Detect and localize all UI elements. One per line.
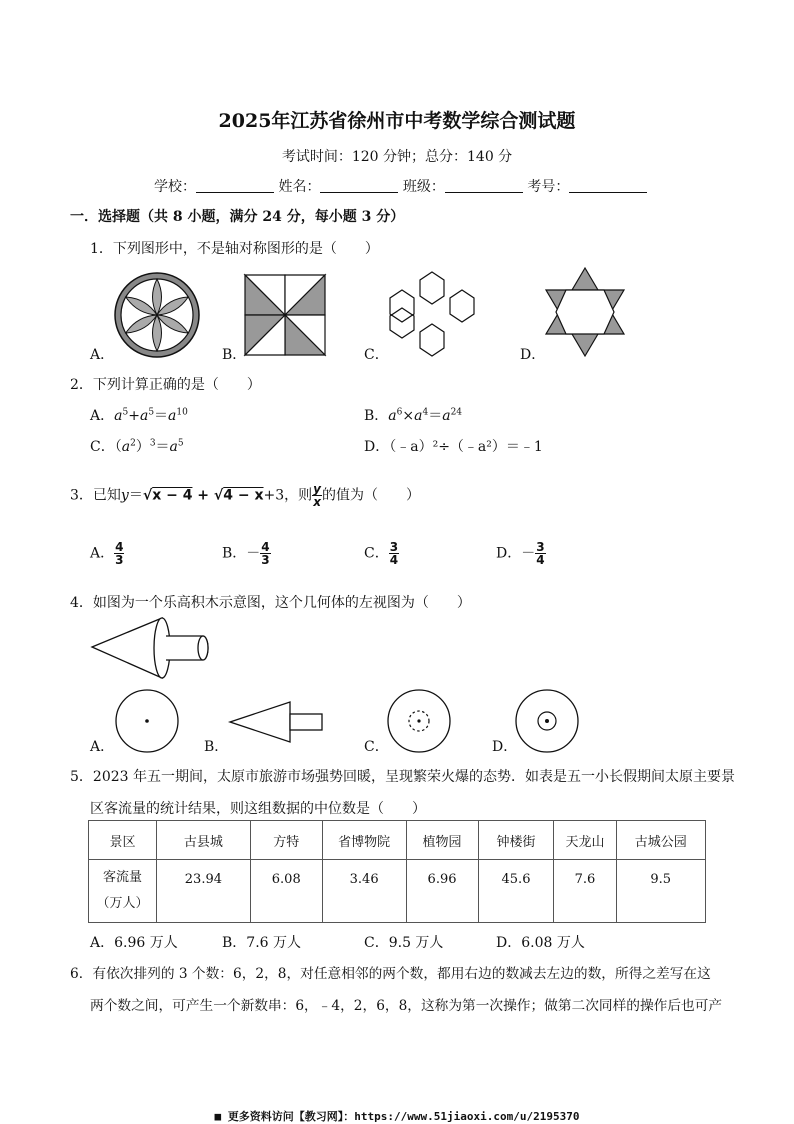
q1-figure-b: [242, 272, 328, 358]
q2-option-c[interactable]: C．$(a^2)^3=a^5$: [90, 438, 184, 455]
table-cell: 23.94: [157, 860, 251, 923]
table-cell: 植物园: [406, 821, 478, 860]
q1-option-c[interactable]: C．: [364, 347, 389, 363]
q4-figure-c: [386, 688, 452, 754]
name-label: 姓名：: [278, 179, 321, 195]
q3-option-d[interactable]: D．－ $\frac{3}{4}$: [496, 540, 545, 567]
q1-figure-a: [112, 270, 202, 360]
table-cell: 省博物院: [322, 821, 406, 860]
number-label: 考号：: [527, 179, 570, 195]
table-cell: 钟楼街: [478, 821, 554, 860]
q3-stem: 3．已知y＝√x − 4 + √4 − x+3，则 $\frac{y}{x}$ 的值为（ ）: [70, 482, 420, 509]
table-cell: 6.96: [406, 860, 478, 923]
q1-figure-c: [384, 268, 480, 360]
q3-option-c[interactable]: C． $\frac{3}{4}$: [364, 540, 399, 567]
name-blank[interactable]: [320, 178, 398, 193]
q5-stem-line1: 5．2023 年五一期间，太原市旅游市场强势回暖，呈现繁荣火爆的态势．如表是五一小长假期间太原主要景: [70, 769, 735, 785]
table-cell: 3.46: [322, 860, 406, 923]
table-cell: 古县城: [157, 821, 251, 860]
q4-option-a[interactable]: A．: [90, 739, 115, 755]
q4-figure-d: [514, 688, 580, 754]
q6-stem-line1: 6．有依次排列的 3 个数：6，2，8，对任意相邻的两个数，都用右边的数减去左边的数，所得之差写在这: [70, 966, 711, 982]
section-heading: 一．选择题（共 8 小题，满分 24 分，每小题 3 分）: [70, 209, 405, 225]
q4-option-d[interactable]: D．: [492, 739, 518, 755]
q2-option-b[interactable]: B．$a^6\times a^4=a^{24}$: [364, 407, 463, 424]
q4-stem: 4．如图为一个乐高积木示意图，这个几何体的左视图为（ ）: [70, 595, 471, 611]
q1-option-b[interactable]: B．: [222, 347, 247, 363]
school-label: 学校：: [154, 179, 196, 195]
table-cell: 景区: [89, 821, 157, 860]
q4-figure-b: [228, 700, 324, 744]
q2-option-a[interactable]: A．$a^5+a^5=a^{10}$: [90, 407, 188, 424]
q1-option-a[interactable]: A．: [90, 347, 115, 363]
table-cell: 9.5: [616, 860, 705, 923]
exam-subtitle: 考试时间：120 分钟；总分：140 分: [281, 149, 513, 165]
page-title: 2025年江苏省徐州市中考数学综合测试题: [218, 110, 576, 132]
table-cell: 7.6: [554, 860, 616, 923]
q4-option-c[interactable]: C．: [364, 739, 389, 755]
q4-lego-figure: [90, 614, 215, 684]
school-blank[interactable]: [196, 178, 274, 193]
table-header-row: [89, 821, 706, 860]
info-line: [154, 176, 647, 196]
q3-option-a[interactable]: A． $\frac{4}{3}$: [90, 540, 124, 567]
table-cell: 6.08: [250, 860, 322, 923]
q5-data-table: [88, 820, 706, 923]
number-blank[interactable]: [569, 178, 647, 193]
table-row: [89, 860, 706, 923]
q2-option-d[interactable]: D．（﹣a）²÷（﹣a²）＝﹣1: [364, 439, 543, 455]
q5-option-b[interactable]: B．7.6 万人: [222, 935, 302, 951]
q4-figure-a: [114, 688, 180, 754]
q4-option-b[interactable]: B．: [204, 739, 229, 755]
q2-stem: 2．下列计算正确的是（ ）: [70, 377, 261, 393]
q1-figure-d: [542, 266, 628, 358]
q5-stem-line2: 区客流量的统计结果，则这组数据的中位数是（ ）: [90, 801, 426, 817]
q1-option-d[interactable]: D．: [520, 347, 546, 363]
q5-option-a[interactable]: A．6.96 万人: [90, 935, 178, 951]
table-cell: 天龙山: [554, 821, 616, 860]
q6-stem-line2: 两个数之间，可产生一个新数串：6，﹣4，2，6，8，这称为第一次操作；做第二次同样的操作后也可产: [90, 998, 723, 1014]
q5-option-d[interactable]: D．6.08 万人: [496, 935, 585, 951]
table-cell: 方特: [250, 821, 322, 860]
table-cell: 古城公园: [616, 821, 705, 860]
class-blank[interactable]: [445, 178, 523, 193]
q1-stem: 1．下列图形中，不是轴对称图形的是（ ）: [90, 241, 379, 257]
class-label: 班级：: [402, 179, 445, 195]
footer-link[interactable]: ■ 更多资料访问【教习网】：https://www.51jiaoxi.com/u/2195370: [214, 1110, 580, 1123]
q5-option-c[interactable]: C．9.5 万人: [364, 935, 444, 951]
table-cell: 45.6: [478, 860, 554, 923]
q3-option-b[interactable]: B．－ $\frac{4}{3}$: [222, 540, 270, 567]
table-cell: 客流量 （万人）: [89, 860, 157, 923]
